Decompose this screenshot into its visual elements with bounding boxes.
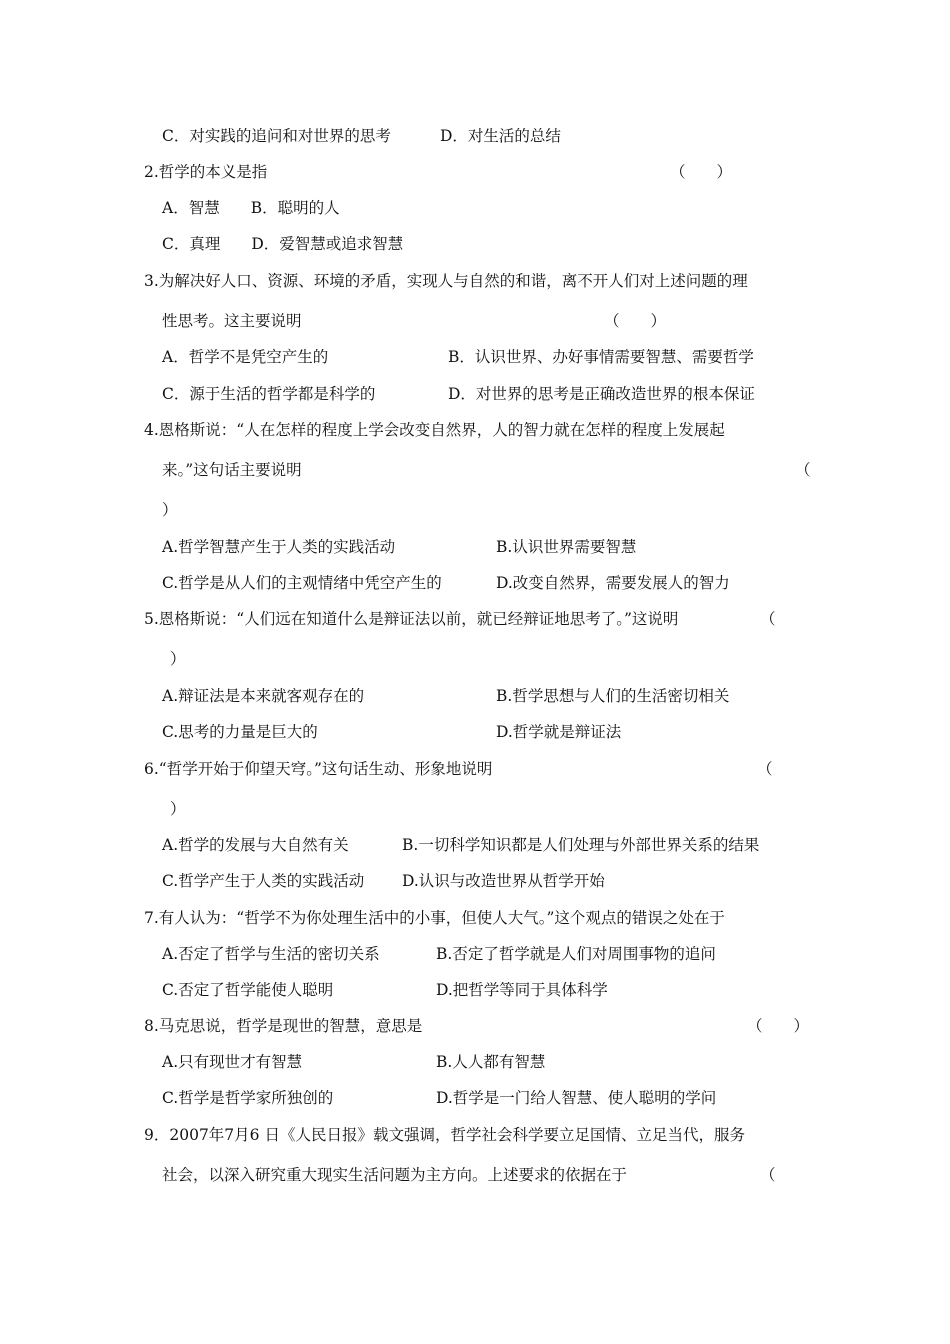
- option-text: B.一切科学知识都是人们处理与外部世界关系的结果: [402, 836, 760, 854]
- answer-bracket: （: [760, 1166, 776, 1184]
- option-text: A.哲学智慧产生于人类的实践活动: [162, 538, 396, 556]
- question-stem: 6.“哲学开始于仰望天穹。”这句话生动、形象地说明: [144, 760, 493, 778]
- question-stem: 社会，以深入研究重大现实生活问题为主方向。上述要求的依据在于: [162, 1166, 628, 1184]
- option-text: B.哲学思想与人们的生活密切相关: [496, 687, 730, 705]
- option-text: A.辩证法是本来就客观存在的: [162, 687, 365, 705]
- option-text: B.人人都有智慧: [436, 1053, 546, 1071]
- answer-bracket: （: [760, 610, 776, 628]
- question-stem: 3.为解决好人口、资源、环境的矛盾，实现人与自然的和谐，离不开人们对上述问题的理: [144, 272, 748, 290]
- answer-bracket: ）: [162, 501, 178, 519]
- option-text: D．对世界的思考是正确改造世界的根本保证: [448, 385, 755, 403]
- option-text: B.认识世界需要智慧: [496, 538, 637, 556]
- answer-bracket: （: [757, 760, 773, 778]
- option-text: C.否定了哲学能使人聪明: [162, 981, 334, 999]
- question-stem: 8.马克思说，哲学是现世的智慧，意思是: [144, 1017, 423, 1035]
- option-text: A．智慧 B．聪明的人: [162, 199, 340, 217]
- question-stem: 4.恩格斯说：“人在怎样的程度上学会改变自然界，人的智力就在怎样的程度上发展起: [144, 421, 725, 439]
- option-text: C．对实践的追问和对世界的思考: [162, 127, 391, 145]
- answer-bracket: （ ）: [604, 312, 667, 330]
- option-text: D.哲学是一门给人智慧、使人聪明的学问: [436, 1089, 717, 1107]
- answer-bracket: ）: [170, 650, 186, 668]
- option-text: D.认识与改造世界从哲学开始: [402, 872, 605, 890]
- answer-bracket: （: [795, 461, 811, 479]
- option-text: C.思考的力量是巨大的: [162, 723, 318, 741]
- option-text: D.把哲学等同于具体科学: [436, 981, 608, 999]
- question-stem: 5.恩格斯说：“人们远在知道什么是辩证法以前，就已经辩证地思考了。”这说明: [144, 610, 679, 628]
- question-stem: 7.有人认为：“哲学不为你处理生活中的小事，但使人大气。”这个观点的错误之处在于: [144, 909, 725, 927]
- option-text: C.哲学产生于人类的实践活动: [162, 872, 365, 890]
- option-text: D．对生活的总结: [440, 127, 561, 145]
- option-text: C．真理 D．爱智慧或追求智慧: [162, 235, 404, 253]
- question-stem: 来。”这句话主要说明: [162, 461, 302, 479]
- option-text: C．源于生活的哲学都是科学的: [162, 385, 376, 403]
- question-stem: 2.哲学的本义是指: [144, 163, 268, 181]
- option-text: C.哲学是从人们的主观情绪中凭空产生的: [162, 574, 442, 592]
- answer-bracket: （ ）: [670, 163, 733, 181]
- option-text: D.哲学就是辩证法: [496, 723, 622, 741]
- option-text: A．哲学不是凭空产生的: [162, 348, 329, 366]
- option-text: A.否定了哲学与生活的密切关系: [162, 945, 380, 963]
- option-text: C.哲学是哲学家所独创的: [162, 1089, 334, 1107]
- option-text: D.改变自然界，需要发展人的智力: [496, 574, 730, 592]
- question-stem: 性思考。这主要说明: [162, 312, 302, 330]
- option-text: A.只有现世才有智慧: [162, 1053, 303, 1071]
- option-text: B.否定了哲学就是人们对周围事物的追问: [436, 945, 716, 963]
- option-text: A.哲学的发展与大自然有关: [162, 836, 349, 854]
- option-text: B．认识世界、办好事情需要智慧、需要哲学: [448, 348, 754, 366]
- answer-bracket: （ ）: [747, 1017, 810, 1035]
- question-stem: 9．2007年7月6 日《人民日报》载文强调，哲学社会科学要立足国情、立足当代，服务: [144, 1126, 745, 1144]
- answer-bracket: ）: [170, 800, 186, 818]
